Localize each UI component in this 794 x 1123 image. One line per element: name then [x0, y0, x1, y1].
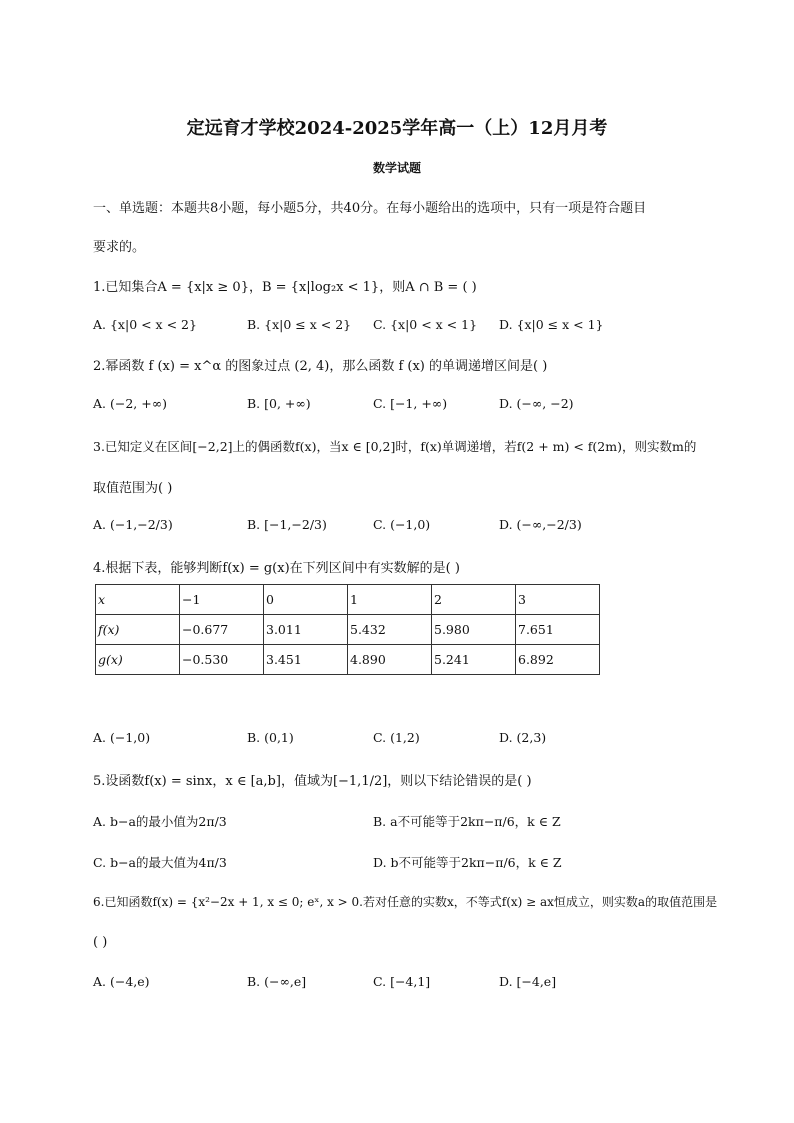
q3-option-b: B. [−1,−2/3): [247, 517, 327, 532]
q4-option-c: C. (1,2): [373, 730, 420, 745]
table-cell: 3.451: [264, 645, 348, 675]
table-cell: 2: [432, 585, 516, 615]
table-cell: −1: [180, 585, 264, 615]
q5-option-a: A. b−a的最小值为2π/3: [93, 814, 227, 829]
q5-option-d: D. b不可能等于2kπ−π/6，k ∈ Z: [373, 855, 562, 870]
table-cell: g(x): [96, 645, 180, 675]
q3-option-a: A. (−1,−2/3): [93, 517, 173, 532]
table-cell: −0.677: [180, 615, 264, 645]
q6-option-a: A. (−4,e): [93, 974, 150, 989]
section-intro: 一、单选题：本题共8小题，每小题5分，共40分。在每小题给出的选项中，只有一项是符合题目: [93, 201, 647, 216]
q2-option-b: B. [0, +∞): [247, 396, 311, 411]
table-cell: 1: [348, 585, 432, 615]
question-4-stem: 4.根据下表，能够判断f(x) = g(x)在下列区间中有实数解的是( ): [93, 561, 460, 576]
table-cell: 5.432: [348, 615, 432, 645]
table-cell: 4.890: [348, 645, 432, 675]
table-cell: f(x): [96, 615, 180, 645]
q1-option-c: C. {x|0 < x < 1}: [373, 317, 478, 332]
q6-option-b: B. (−∞,e]: [247, 974, 307, 989]
q1-option-a: A. {x|0 < x < 2}: [93, 317, 197, 332]
q4-option-d: D. (2,3): [499, 730, 547, 745]
question-2-stem: 2.幂函数 f (x) = x^α 的图象过点 (2, 4)，那么函数 f (x) 的单调递增区间是( ): [93, 359, 548, 374]
table-cell: −0.530: [180, 645, 264, 675]
q2-option-d: D. (−∞, −2): [499, 396, 574, 411]
table-cell: 6.892: [516, 645, 600, 675]
question-6-stem-cont: ( ): [93, 935, 108, 950]
q1-option-d: D. {x|0 ≤ x < 1}: [499, 317, 604, 332]
table-cell: 7.651: [516, 615, 600, 645]
q4-option-b: B. (0,1): [247, 730, 294, 745]
page-title: 定远育才学校2024-2025学年高一（上）12月月考: [186, 118, 608, 139]
section-intro-cont: 要求的。: [93, 240, 146, 255]
question-3-stem: 3.已知定义在区间[−2,2]上的偶函数f(x)，当x ∈ [0,2]时，f(x)单调递增，若f(2 + m) < f(2m)，则实数m的: [93, 439, 697, 454]
q6-option-c: C. [−4,1]: [373, 974, 431, 989]
page-subtitle: 数学试题: [372, 161, 421, 175]
table-row: [96, 585, 600, 615]
table-cell: 5.980: [432, 615, 516, 645]
table-row: [96, 645, 600, 675]
q3-option-d: D. (−∞,−2/3): [499, 517, 582, 532]
table-cell: 5.241: [432, 645, 516, 675]
q1-option-b: B. {x|0 ≤ x < 2}: [247, 317, 352, 332]
table-cell: 0: [264, 585, 348, 615]
table-cell: 3.011: [264, 615, 348, 645]
q5-option-b: B. a不可能等于2kπ−π/6，k ∈ Z: [373, 814, 561, 829]
table-cell: x: [96, 585, 180, 615]
q3-option-c: C. (−1,0): [373, 517, 431, 532]
q2-option-c: C. [−1, +∞): [373, 396, 448, 411]
q5-option-c: C. b−a的最大值为4π/3: [93, 855, 227, 870]
q4-option-a: A. (−1,0): [93, 730, 151, 745]
question-3-stem-cont: 取值范围为( ): [93, 481, 173, 496]
data-table: [95, 584, 600, 675]
table-row: [96, 615, 600, 645]
question-6-stem: 6.已知函数f(x) = {x²−2x + 1, x ≤ 0; eˣ, x > 0.若对任意的实数x，不等式f(x) ≥ ax恒成立，则实数a的取值范围是: [93, 895, 718, 909]
table-cell: 3: [516, 585, 600, 615]
question-1-stem: 1.已知集合A = {x|x ≥ 0}，B = {x|log₂x < 1}，则A ∩ B = ( ): [93, 280, 477, 295]
question-5-stem: 5.设函数f(x) = sinx，x ∈ [a,b]，值域为[−1,1/2]，则以下结论错误的是( ): [93, 774, 532, 789]
q6-option-d: D. [−4,e]: [499, 974, 557, 989]
q2-option-a: A. (−2, +∞): [93, 396, 167, 411]
